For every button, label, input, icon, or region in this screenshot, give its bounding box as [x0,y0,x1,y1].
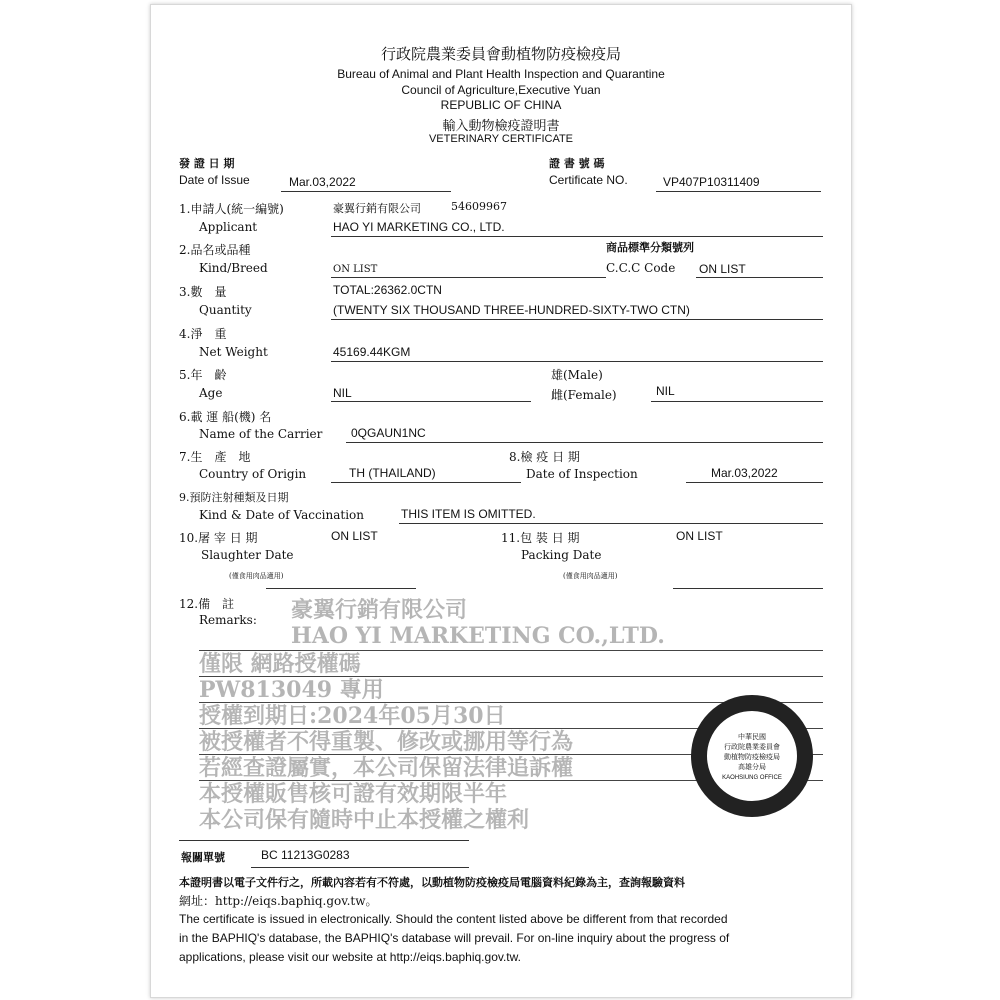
carrier-label-en: Name of the Carrier [199,427,323,441]
issue-label-en: Date of Issue [179,173,250,187]
vaccination-label-zh: 9.預防注射種類及日期 [179,491,289,504]
female-value: NIL [656,384,675,398]
footer-en-3: applications, please visit our website at http://eiqs.baphiq.gov.tw. [179,950,521,964]
country: REPUBLIC OF CHINA [440,98,562,112]
cert-number: VP407P10311409 [663,175,760,189]
ccc-label-zh: 商品標準分類號列 [606,241,694,254]
quantity-label-en: Quantity [199,303,252,317]
age-label-zh: 5.年 齡 [179,368,227,382]
issue-label-zh: 發 證 日 期 [179,157,235,170]
weight-value: 45169.44KGM [333,345,411,359]
slaughter-note: (僅食用肉品適用) [229,572,284,580]
origin-label-en: Country of Origin [199,467,307,481]
origin-value: TH (THAILAND) [349,466,436,480]
seal-ring-text: KAOHSIUNG OFFICE [722,775,782,781]
agency-zh: 行政院農業委員會動植物防疫檢疫局 [380,45,621,63]
watermark-line-1: 被授權者不得重製、修改或挪用等行為 [199,729,574,755]
seal-text: 高雄分局 [738,764,766,771]
packing-label-en: Packing Date [521,548,602,562]
weight-label-zh: 4.淨 重 [179,327,227,341]
seal-text: 中華民國 [738,734,766,741]
footer-en-2: in the BAPHIQ's database, the BAPHIQ's database will prevail. For on-line inquiry about the progress of [179,931,730,945]
inspection-label-en: Date of Inspection [526,467,638,481]
customs-label: 報關單號 [181,851,225,864]
quantity-label-zh: 3.數 量 [179,285,227,299]
agency-en: Bureau of Animal and Plant Health Inspection and Quarantine [337,67,665,81]
veterinary-certificate [150,4,852,998]
packing-note: (僅食用肉品適用) [563,572,618,580]
applicant-name-zh: 豪翼行銷有限公司 [333,202,421,215]
watermark-company-zh: 豪翼行銷有限公司 [291,597,468,623]
remarks-label-en: Remarks: [199,613,257,627]
watermark-line-4: 本公司保有隨時中止本授權之權利 [199,807,530,833]
footer-en-1: The certificate is issued in electronically. Should the content listed above be different from that recorded [179,912,728,926]
title-zh: 輸入動物檢疫證明書 [442,119,560,134]
inspection-value: Mar.03,2022 [711,466,778,480]
watermark-expiry: 授權到期日:2024年05月30日 [199,703,506,729]
age-label-en: Age [199,386,223,400]
kind-label-zh: 2.品名或品種 [179,243,251,257]
remarks-label-zh: 12.備 註 [179,597,235,611]
quantity-words: (TWENTY SIX THOUSAND THREE-HUNDRED-SIXTY-TWO CTN) [333,303,690,317]
slaughter-value: ON LIST [331,529,378,543]
inspection-label-zh: 8.檢 疫 日 期 [509,450,580,464]
seal-text: 行政院農業委員會 [724,744,780,751]
ccc-label-en: C.C.C Code [606,261,676,275]
female-label: 雌(Female) [551,388,617,402]
packing-value: ON LIST [676,529,723,543]
footer-zh-url: 網址：http://eiqs.baphiq.gov.tw。 [179,894,378,908]
applicant-value: HAO YI MARKETING CO., LTD. [333,220,505,234]
watermark-code: PW813049 專用 [199,677,384,703]
official-seal [691,695,813,817]
carrier-label-zh: 6.載 運 船(機) 名 [179,410,272,424]
age-value: NIL [333,386,352,400]
ccc-value: ON LIST [699,262,746,276]
applicant-label-en: Applicant [199,220,258,234]
quantity-value: TOTAL:26362.0CTN [333,283,442,297]
kind-label-en: Kind/Breed [199,261,268,275]
watermark-line-2: 若經查證屬實，本公司保留法律追訴權 [199,755,574,781]
council: Council of Agriculture,Executive Yuan [401,83,601,97]
title-en: VETERINARY CERTIFICATE [428,133,574,145]
cert-label-zh: 證 書 號 碼 [549,157,605,170]
slaughter-label-en: Slaughter Date [201,548,294,562]
packing-label-zh: 11.包 裝 日 期 [501,531,580,545]
vaccination-label-en: Kind & Date of Vaccination [199,508,365,522]
male-label: 雄(Male) [551,368,603,382]
applicant-id: 54609967 [451,200,507,213]
applicant-label-zh: 1.申請人(統一編號) [179,202,284,216]
seal-text: 動植物防疫檢疫局 [724,754,780,761]
watermark-company-en: HAO YI MARKETING CO.,LTD. [291,623,665,649]
carrier-value: 0QGAUN1NC [351,426,426,440]
watermark-line-3: 本授權販售核可證有效期限半年 [199,781,508,807]
vaccination-value: THIS ITEM IS OMITTED. [401,507,536,521]
cert-label-en: Certificate NO. [549,173,628,187]
watermark-license: 僅限 網路授權碼 [199,651,361,677]
origin-label-zh: 7.生 產 地 [179,450,251,464]
slaughter-label-zh: 10.屠 宰 日 期 [179,531,258,545]
footer-zh: 本證明書以電子文件行之，所載內容若有不符處，以動植物防疫檢疫局電腦資料紀錄為主，查詢報驗資料 [179,876,685,889]
kind-value: ON LIST [333,264,378,275]
customs-number: BC 11213G0283 [261,848,350,862]
issue-date: Mar.03,2022 [289,175,356,189]
weight-label-en: Net Weight [199,345,268,359]
